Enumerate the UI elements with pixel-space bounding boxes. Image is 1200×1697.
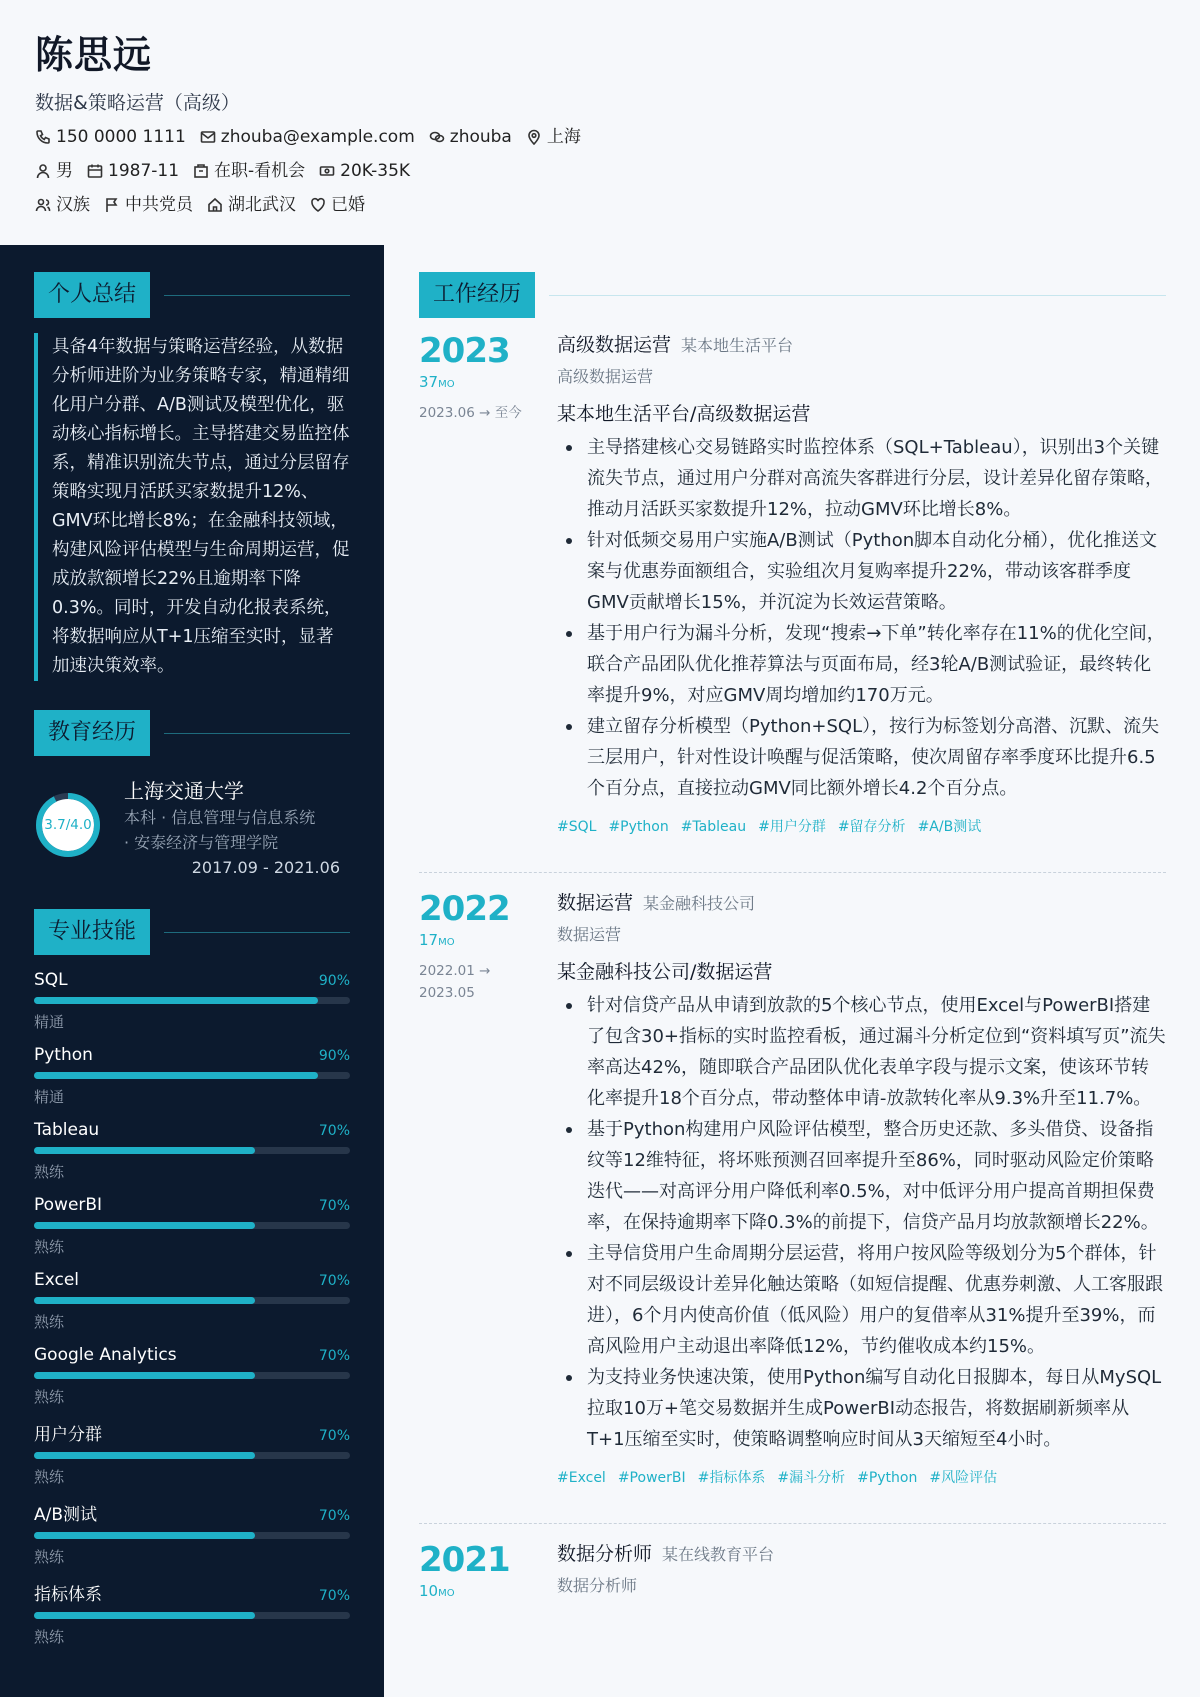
skill-bar-fill bbox=[34, 1452, 255, 1459]
job-divider bbox=[419, 872, 1166, 873]
skill-bar-fill bbox=[34, 997, 318, 1004]
job-bullet: 主导搭建核心交易链路实时监控体系（SQL+Tableau），识别出3个关键流失节点，通过用户分群对高流失客群进行分层，设计差异化留存策略，推动月活跃买家数提升12%，拉动GMV环比增长8%。 bbox=[557, 432, 1166, 525]
job-months-value: 10 bbox=[419, 1582, 439, 1600]
job-bullet: 基于Python构建用户风险评估模型，整合历史还款、多头借贷、设备指纹等12维特征，将坏账预测召回率提升至86%，同时驱动风险定价策略迭代——对高评分用户降低利率0.5%，对中低评分用户提高首期担保费率，在保持逾期率下降0.3%的前提下，信贷产品月均放款额增长22%。 bbox=[557, 1114, 1166, 1238]
job-bullet: 为支持业务快速决策，使用Python编写自动化日报脚本，每日从MySQL拉取10万+笔交易数据并生成PowerBI动态报告，将数据刷新频率从T+1压缩至实时，使策略调整响应时间从3天缩短至4小时。 bbox=[557, 1362, 1166, 1455]
job-title: 高级数据运营 bbox=[557, 334, 672, 356]
job-bullets bbox=[557, 432, 1166, 804]
job-year: 2022 bbox=[419, 889, 510, 929]
job-timeline bbox=[419, 331, 557, 838]
skill-item bbox=[34, 1420, 350, 1487]
skill-bar-track bbox=[34, 1147, 350, 1154]
skill-percent: 70% bbox=[318, 1348, 350, 1364]
job-bullet: 针对信贷产品从申请到放款的5个核心节点，使用Excel与PowerBI搭建了包含30+指标的实时监控看板，通过漏斗分析定位到“资料填写页”流失率高达42%，随即联合产品团队优化表单字段与提示文案，使该环节转化率提升18个百分点，带动整体申请-放款转化率从9.3%升至11.7%。 bbox=[557, 990, 1166, 1114]
education-details bbox=[124, 777, 340, 880]
wechat-item bbox=[429, 124, 512, 150]
work-title: 工作经历 bbox=[419, 272, 535, 318]
status-item bbox=[193, 158, 305, 184]
job-bullet: 针对低频交易用户实施A/B测试（Python脚本自动化分桶），优化推送文案与优惠券面额组合，实验组次月复购率提升22%，带动该客群季度GMV贡献增长15%，并沉淀为长效运营策略。 bbox=[557, 525, 1166, 618]
phone-icon bbox=[35, 129, 51, 145]
skill-name: Python bbox=[34, 1045, 93, 1065]
section-divider bbox=[164, 295, 350, 296]
ethnicity-item bbox=[35, 192, 90, 218]
skill-name: PowerBI bbox=[34, 1195, 103, 1215]
skill-percent: 90% bbox=[318, 1048, 350, 1064]
job-company: 某金融科技公司 bbox=[643, 894, 756, 913]
job-tag: #指标体系 bbox=[697, 1470, 766, 1486]
job-months-unit: MO bbox=[438, 937, 455, 948]
job-tag: #Tableau bbox=[680, 819, 747, 835]
job-duration bbox=[419, 1580, 557, 1605]
hometown-text: 湖北武汉 bbox=[228, 195, 296, 215]
skill-header bbox=[34, 1420, 350, 1445]
skill-bar-fill bbox=[34, 1072, 318, 1079]
job-tag: #漏斗分析 bbox=[777, 1470, 846, 1486]
contact-row bbox=[35, 124, 1200, 150]
job-tags bbox=[557, 1467, 1166, 1489]
job-details bbox=[557, 1540, 1166, 1605]
email-text: zhouba@example.com bbox=[220, 127, 415, 147]
skill-bar-track bbox=[34, 1297, 350, 1304]
skill-bar-track bbox=[34, 1372, 350, 1379]
job-details bbox=[557, 889, 1166, 1489]
job-bullet: 基于用户行为漏斗分析，发现“搜索→下单”转化率存在11%的优化空间，联合产品团队优化推荐算法与页面布局，经3轮A/B测试验证，最终转化率提升9%，对应GMV周均增加约170万元。 bbox=[557, 618, 1166, 711]
job-tag: #风险评估 bbox=[929, 1470, 998, 1486]
job-position: 数据运营 bbox=[557, 925, 622, 944]
skill-name: A/B测试 bbox=[34, 1505, 98, 1525]
skill-item bbox=[34, 1500, 350, 1567]
mail-icon bbox=[200, 129, 216, 145]
job-months-value: 17 bbox=[419, 931, 439, 949]
job-timeline bbox=[419, 1540, 557, 1605]
education-title: 教育经历 bbox=[34, 710, 150, 756]
job-bullets bbox=[557, 990, 1166, 1455]
summary-section-header bbox=[34, 273, 350, 317]
job-tag: #留存分析 bbox=[837, 819, 906, 835]
school-name: 上海交通大学 bbox=[124, 779, 244, 803]
wechat-icon bbox=[429, 129, 445, 145]
job-divider bbox=[419, 1523, 1166, 1524]
skills-list bbox=[34, 970, 350, 1647]
main-content bbox=[419, 245, 1166, 1625]
job-months-unit: MO bbox=[438, 379, 455, 390]
skill-bar-track bbox=[34, 1222, 350, 1229]
skill-bar-track bbox=[34, 1532, 350, 1539]
job-tag: #用户分群 bbox=[758, 819, 826, 835]
gpa-ring bbox=[34, 791, 102, 859]
skill-header bbox=[34, 1270, 350, 1290]
flag-icon bbox=[104, 197, 120, 213]
skill-item bbox=[34, 1580, 350, 1647]
job-details bbox=[557, 331, 1166, 838]
users-icon bbox=[35, 197, 51, 213]
job-duration bbox=[419, 929, 557, 954]
gender-item bbox=[35, 158, 73, 184]
skill-item bbox=[34, 1045, 350, 1107]
gpa-text: 3.7/4.0 bbox=[44, 817, 92, 833]
building-icon bbox=[193, 163, 209, 179]
marital-item bbox=[310, 192, 365, 218]
location-pin-icon bbox=[526, 129, 542, 145]
section-divider bbox=[164, 932, 350, 933]
job-entry bbox=[419, 889, 1166, 1509]
job-heading: 某金融科技公司/数据运营 bbox=[557, 961, 773, 983]
education-section-header bbox=[34, 711, 350, 755]
job-position: 高级数据运营 bbox=[557, 367, 654, 386]
skill-item bbox=[34, 1345, 350, 1407]
politics-text: 中共党员 bbox=[125, 195, 193, 215]
phone-item bbox=[35, 124, 186, 150]
work-section-header bbox=[419, 273, 1166, 317]
job-heading: 某本地生活平台/高级数据运营 bbox=[557, 403, 811, 425]
skill-percent: 70% bbox=[318, 1198, 350, 1214]
skill-bar-fill bbox=[34, 1147, 255, 1154]
personal-row bbox=[35, 192, 1200, 218]
degree-major: 本科 · 信息管理与信息系统 bbox=[124, 808, 316, 827]
resume-header bbox=[0, 0, 1200, 245]
job-title-row bbox=[557, 331, 1166, 360]
birth-item bbox=[87, 158, 179, 184]
skill-bar-fill bbox=[34, 1532, 255, 1539]
skill-bar-fill bbox=[34, 1372, 255, 1379]
skill-level: 熟练 bbox=[34, 1628, 65, 1646]
job-date-range: 2022.01 → 2023.05 bbox=[419, 963, 491, 1001]
candidate-role: 数据&策略运营（高级） bbox=[35, 92, 240, 114]
skill-header bbox=[34, 1045, 350, 1065]
skill-header bbox=[34, 1345, 350, 1365]
job-tag: #Excel bbox=[557, 1470, 606, 1486]
skill-name: Google Analytics bbox=[34, 1345, 177, 1365]
candidate-name: 陈思远 bbox=[35, 33, 153, 77]
skill-level: 熟练 bbox=[34, 1468, 65, 1486]
skill-level: 精通 bbox=[34, 1088, 65, 1106]
job-tag: #PowerBI bbox=[617, 1470, 686, 1486]
summary-title: 个人总结 bbox=[34, 272, 150, 318]
profile-row bbox=[35, 158, 1200, 184]
home-icon bbox=[207, 197, 223, 213]
college-name: · 安泰经济与管理学院 bbox=[124, 833, 279, 852]
salary-item bbox=[319, 158, 410, 184]
marital-text: 已婚 bbox=[331, 195, 365, 215]
education-dates: 2017.09 - 2021.06 bbox=[191, 858, 340, 877]
birth-text: 1987-11 bbox=[108, 161, 180, 181]
job-title-row bbox=[557, 889, 1166, 918]
skill-name: 指标体系 bbox=[34, 1585, 102, 1605]
job-title: 数据运营 bbox=[557, 892, 634, 914]
skill-percent: 90% bbox=[318, 973, 350, 989]
job-title-row bbox=[557, 1540, 1166, 1569]
job-months-value: 37 bbox=[419, 373, 439, 391]
skill-item bbox=[34, 970, 350, 1032]
education-entry bbox=[34, 777, 350, 880]
job-months-unit: MO bbox=[438, 1588, 455, 1599]
calendar-icon bbox=[87, 163, 103, 179]
job-timeline bbox=[419, 889, 557, 1489]
skill-level: 精通 bbox=[34, 1013, 65, 1031]
job-year: 2023 bbox=[419, 331, 510, 371]
skill-header bbox=[34, 970, 350, 990]
skill-header bbox=[34, 1195, 350, 1215]
email-item bbox=[200, 124, 415, 150]
job-tag: #SQL bbox=[557, 819, 597, 835]
job-position: 数据分析师 bbox=[557, 1576, 638, 1595]
skill-percent: 70% bbox=[318, 1588, 350, 1604]
section-divider bbox=[164, 733, 350, 734]
phone-text: 150 0000 1111 bbox=[56, 127, 186, 147]
skill-name: SQL bbox=[34, 970, 68, 990]
job-entry bbox=[419, 1540, 1166, 1625]
skill-bar-fill bbox=[34, 1222, 255, 1229]
skill-level: 熟练 bbox=[34, 1548, 65, 1566]
skill-header bbox=[34, 1500, 350, 1525]
politics-item bbox=[104, 192, 193, 218]
job-bullet: 建立留存分析模型（Python+SQL），按行为标签划分高潜、沉默、流失三层用户，针对性设计唤醒与促活策略，使次周留存率季度环比提升6.5个百分点，直接拉动GMV同比额外增长4.2个百分点。 bbox=[557, 711, 1166, 804]
ethnicity-text: 汉族 bbox=[56, 195, 90, 215]
skill-percent: 70% bbox=[318, 1273, 350, 1289]
section-divider bbox=[549, 295, 1166, 296]
skill-name: 用户分群 bbox=[34, 1425, 102, 1445]
job-title: 数据分析师 bbox=[557, 1543, 653, 1565]
city-item bbox=[526, 124, 581, 150]
skill-level: 熟练 bbox=[34, 1313, 65, 1331]
skill-bar-track bbox=[34, 1072, 350, 1079]
skill-percent: 70% bbox=[318, 1123, 350, 1139]
skills-section-header bbox=[34, 910, 350, 954]
skill-bar-track bbox=[34, 1452, 350, 1459]
skill-item bbox=[34, 1120, 350, 1182]
skill-name: Tableau bbox=[34, 1120, 100, 1140]
job-duration bbox=[419, 371, 557, 396]
skill-level: 熟练 bbox=[34, 1388, 65, 1406]
job-tags bbox=[557, 816, 1166, 838]
skill-percent: 70% bbox=[318, 1428, 350, 1444]
wechat-text: zhouba bbox=[449, 127, 512, 147]
skill-level: 熟练 bbox=[34, 1163, 65, 1181]
skill-item bbox=[34, 1270, 350, 1332]
job-company: 某在线教育平台 bbox=[662, 1545, 775, 1564]
hometown-item bbox=[207, 192, 296, 218]
skill-bar-track bbox=[34, 997, 350, 1004]
heart-icon bbox=[310, 197, 326, 213]
skill-bar-fill bbox=[34, 1297, 255, 1304]
job-entry bbox=[419, 331, 1166, 858]
job-company: 某本地生活平台 bbox=[681, 336, 794, 355]
salary-text: 20K-35K bbox=[340, 161, 411, 181]
skill-percent: 70% bbox=[318, 1508, 350, 1524]
money-icon bbox=[319, 163, 335, 179]
job-tag: #Python bbox=[608, 819, 669, 835]
job-tag: #Python bbox=[857, 1470, 918, 1486]
person-icon bbox=[35, 163, 51, 179]
skill-name: Excel bbox=[34, 1270, 80, 1290]
job-tag: #A/B测试 bbox=[917, 819, 982, 835]
sidebar bbox=[0, 245, 384, 1697]
gender-text: 男 bbox=[56, 161, 73, 181]
skills-title: 专业技能 bbox=[34, 909, 150, 955]
skill-level: 熟练 bbox=[34, 1238, 65, 1256]
city-text: 上海 bbox=[546, 127, 581, 147]
job-year: 2021 bbox=[419, 1540, 510, 1580]
job-date-range: 2023.06 → 至今 bbox=[419, 405, 522, 421]
status-text: 在职-看机会 bbox=[214, 161, 306, 181]
skill-header bbox=[34, 1580, 350, 1605]
job-bullet: 主导信贷用户生命周期分层运营，将用户按风险等级划分为5个群体，针对不同层级设计差异化触达策略（如短信提醒、优惠券刺激、人工客服跟进），6个月内使高价值（低风险）用户的复借率从31%提升至39%，而高风险用户主动退出率降低12%，节约催收成本约15%。 bbox=[557, 1238, 1166, 1362]
job-list bbox=[419, 331, 1166, 1625]
summary-text: 具备4年数据与策略运营经验，从数据分析师进阶为业务策略专家，精通精细化用户分群、A/B测试及模型优化，驱动核心指标增长。主导搭建交易监控体系，精准识别流失节点，通过分层留存策略实现月活跃买家数提升12%、GMV环比增长8%；在金融科技领域，构建风险评估模型与生命周期运营，促成放款额增长22%且逾期率下降0.3%。同时，开发自动化报表系统，将数据响应从T+1压缩至实时，显著加速决策效率。 bbox=[34, 333, 350, 681]
skill-item bbox=[34, 1195, 350, 1257]
skill-header bbox=[34, 1120, 350, 1140]
skill-bar-fill bbox=[34, 1612, 255, 1619]
skill-bar-track bbox=[34, 1612, 350, 1619]
